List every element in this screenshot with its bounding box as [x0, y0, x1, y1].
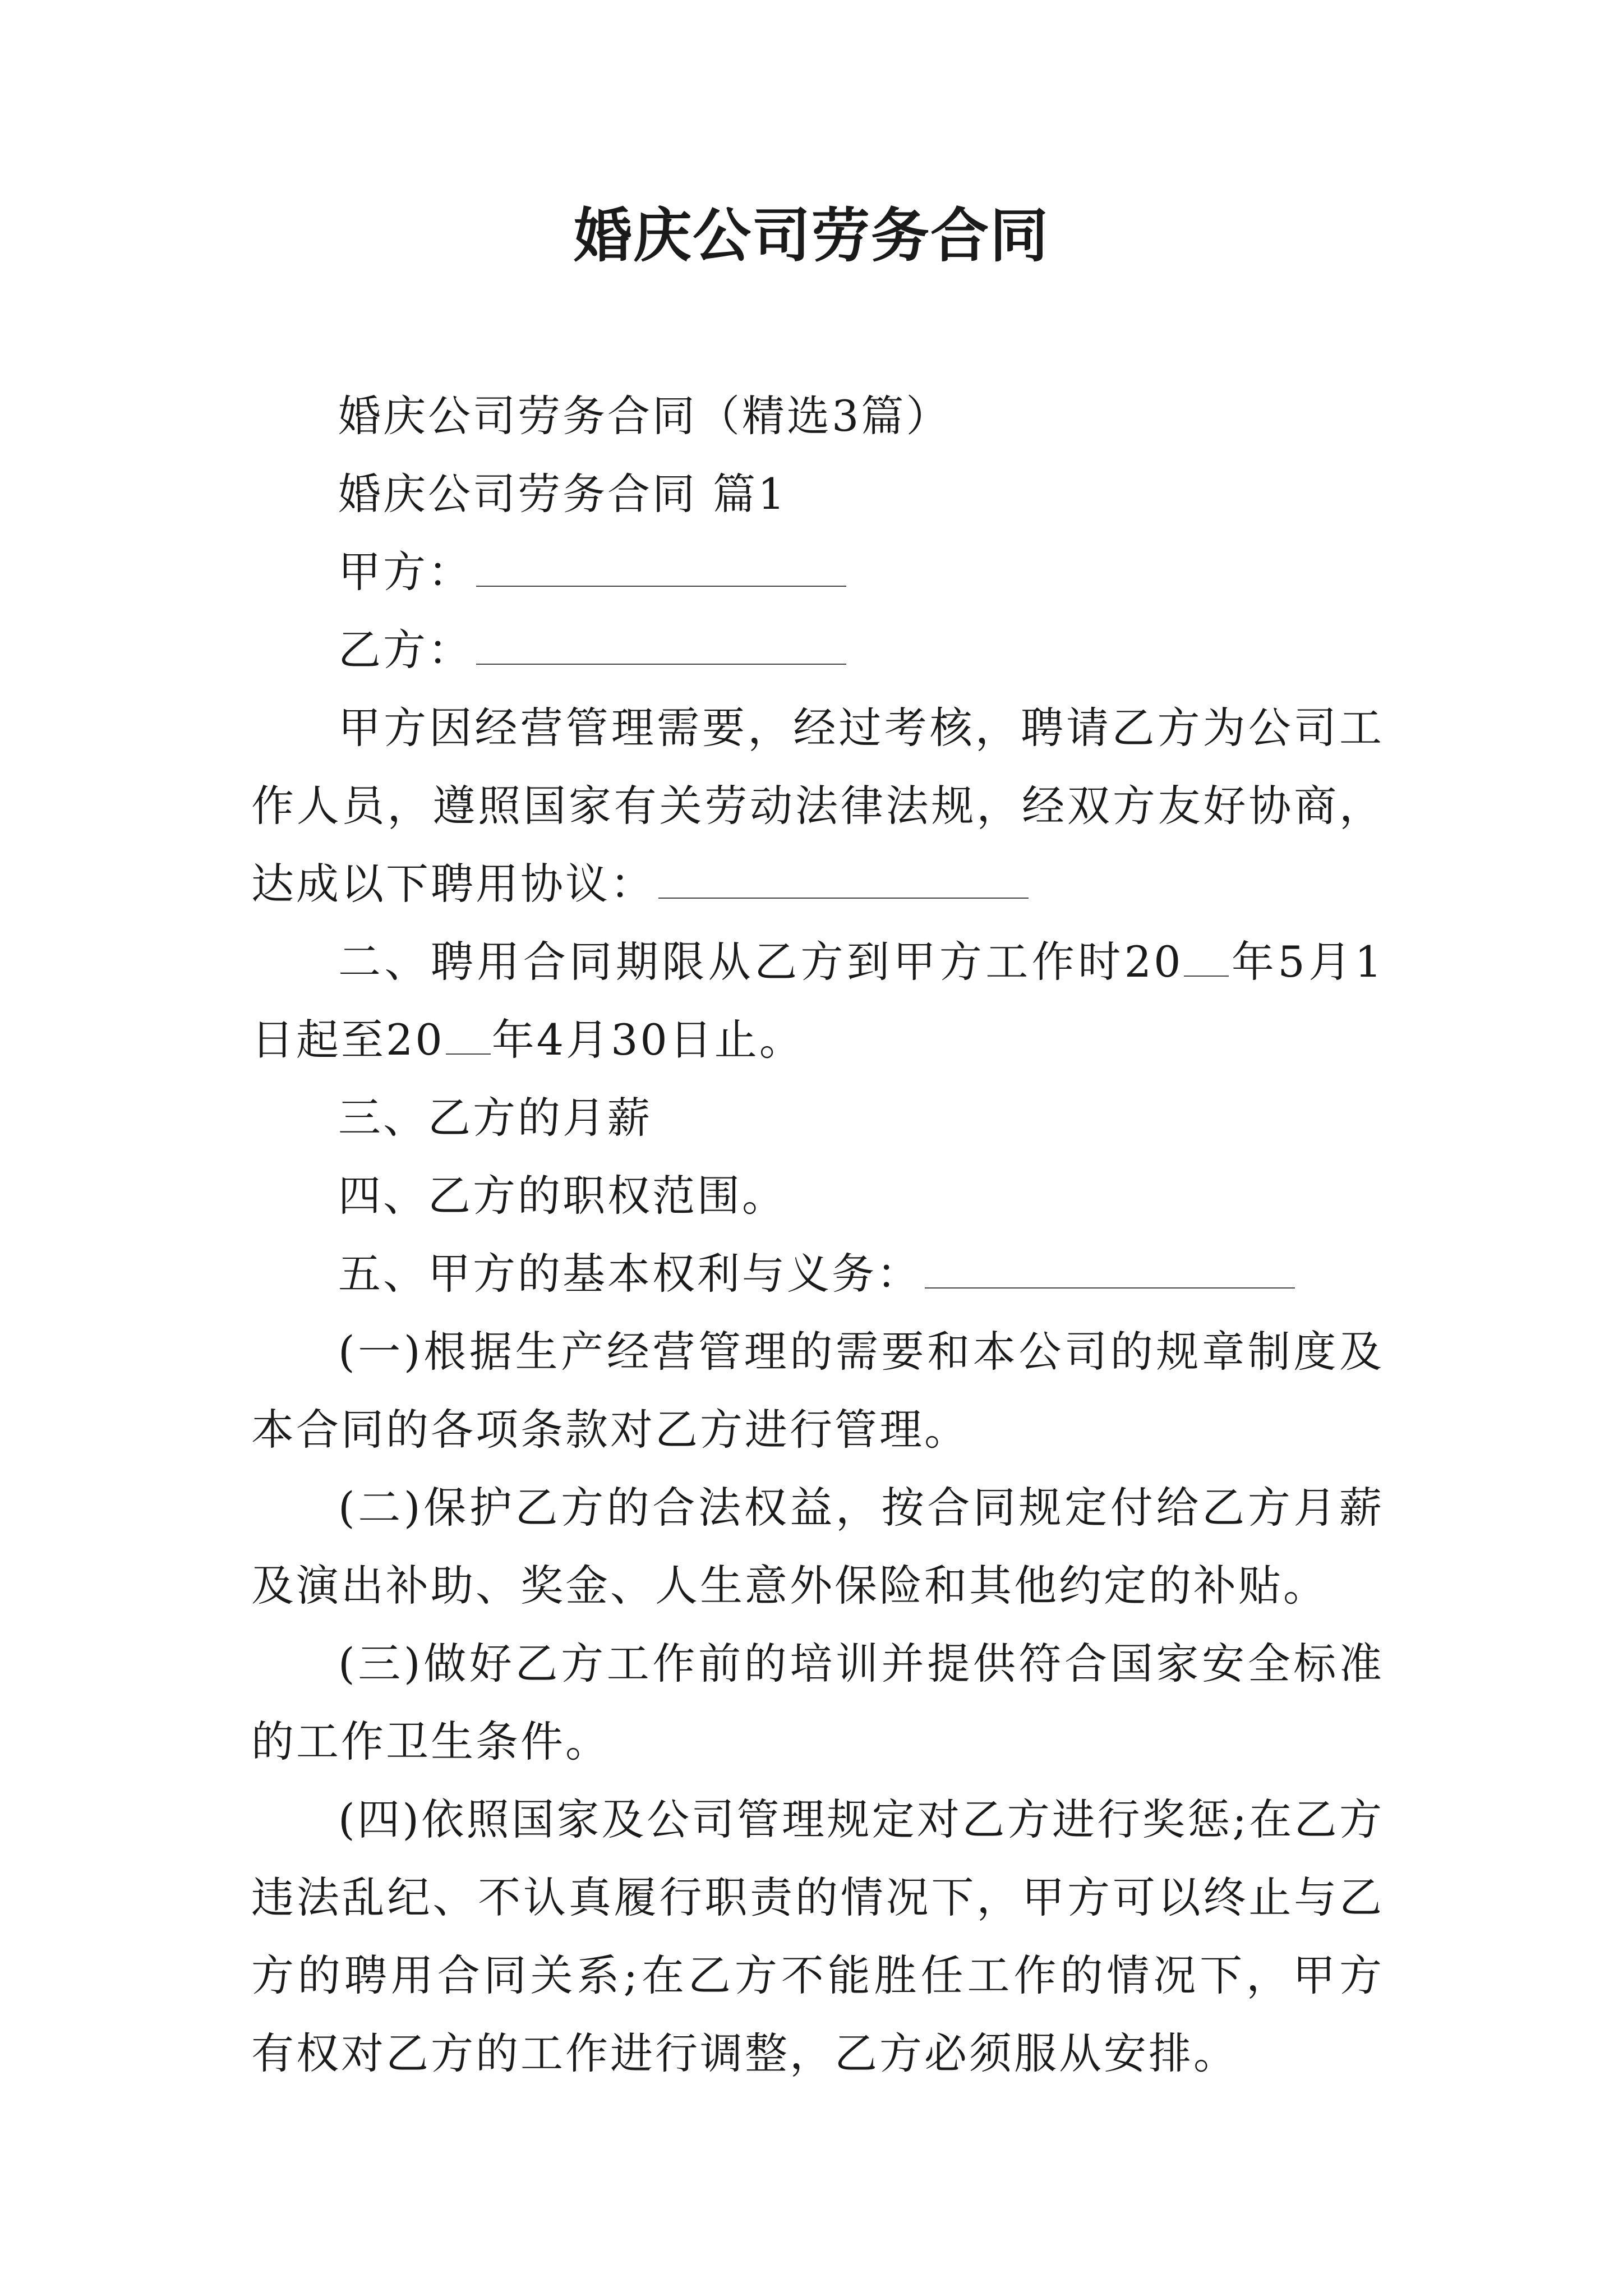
paragraph-term	[251, 923, 1384, 1079]
paragraph-item-2: (二)保护乙方的合法权益，按合同规定付给乙方月薪及演出补助、奖金、人生意外保险和其他约定的补贴。	[251, 1483, 1384, 1611]
term-text-c: 年4月30日止。	[491, 1015, 804, 1065]
term-year-blank-2	[446, 1020, 491, 1055]
party-a-label: 甲方：	[338, 547, 473, 597]
rights-text: 五、甲方的基本权利与义务：	[338, 1249, 921, 1299]
document-title: 婚庆公司劳务合同	[573, 201, 1049, 270]
intro-text: 甲方因经营管理需要，经过考核，聘请乙方为公司工作人员，遵照国家有关劳动法律法规，经双方友好协商，达成以下聘用协议：	[251, 703, 1384, 909]
paragraph-heading: 婚庆公司劳务合同（精选3篇）	[338, 391, 951, 441]
paragraph-subheading: 婚庆公司劳务合同 篇1	[338, 469, 787, 519]
document-body	[251, 377, 1384, 2092]
paragraph-item-3: (三)做好乙方工作前的培训并提供符合国家安全标准的工作卫生条件。	[251, 1639, 1384, 1766]
term-year-blank-1	[1184, 942, 1229, 977]
paragraph-item-1: (一)根据生产经营管理的需要和本公司的规章制度及本合同的各项条款对乙方进行管理。	[251, 1327, 1384, 1455]
term-text-a: 二、聘用合同期限从乙方到甲方工作时20	[338, 937, 1183, 987]
paragraph-salary: 三、乙方的月薪	[338, 1093, 652, 1143]
paragraph-item-4: (四)依照国家及公司管理规定对乙方进行奖惩;在乙方违法乱纪、不认真履行职责的情况下，甲方可以终止与乙方的聘用合同关系;在乙方不能胜任工作的情况下，甲方有权对乙方的工作进行调整，乙方必须服从安排。	[251, 1795, 1384, 2078]
intro-blank	[658, 864, 1029, 899]
paragraph-scope: 四、乙方的职权范围。	[338, 1171, 787, 1221]
party-b-label: 乙方：	[338, 625, 473, 675]
party-b-blank	[476, 630, 846, 665]
party-b-line	[251, 611, 1384, 689]
paragraph-intro	[251, 689, 1384, 923]
party-a-blank	[476, 552, 846, 587]
paragraph-rights	[251, 1235, 1384, 1313]
term-text-b: 年5月1日起至20	[251, 937, 1384, 1065]
party-a-line	[251, 533, 1384, 611]
rights-blank	[925, 1254, 1295, 1289]
